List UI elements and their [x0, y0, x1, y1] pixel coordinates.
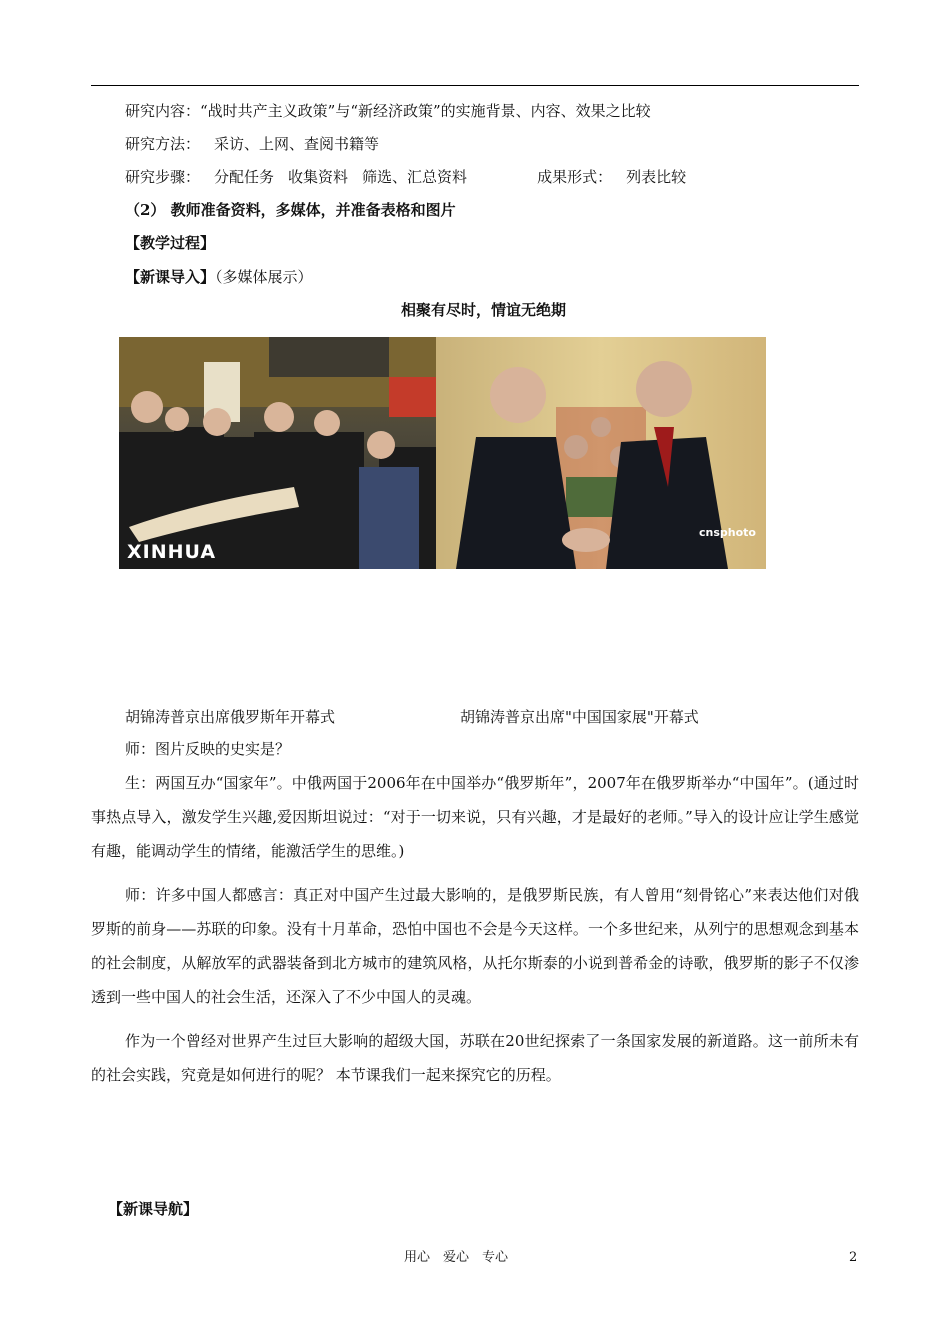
- research-step: 分配任务: [214, 168, 275, 186]
- result-form-value: 列表比较: [626, 168, 687, 186]
- figure-title: 相聚有尽时，情谊无绝期: [401, 301, 567, 319]
- research-method-value: 采访、上网、查阅书籍等: [214, 135, 380, 153]
- footer-motto: 用心 爱心 专心: [404, 1250, 509, 1265]
- photo1-watermark: XINHUA: [127, 541, 217, 563]
- paragraph-question: 师：图片反映的史实是？: [125, 740, 291, 758]
- paragraph-transition: 作为一个曾经对世界产生过巨大影响的超级大国，苏联在20世纪探索了一条国家发展的新道路。这一前所未有的社会实践，究竟是如何进行的呢？ 本节课我们一起来探究它的历程。: [91, 1032, 859, 1084]
- intro-line: [125, 267, 313, 287]
- research-method: [125, 134, 379, 154]
- intro-note: （多媒体展示）: [215, 268, 313, 286]
- teaching-process-heading: 【教学过程】: [125, 234, 216, 252]
- paragraph-teacher: 师：许多中国人都感言：真正对中国产生过最大影响的，是俄罗斯民族，有人曾用“刻骨铭心”来表达他们对俄罗斯的前身——苏联的印象。没有十月革命，恐怕中国也不会是今天这样。一个多世纪来，从列宁的思想观念到基本的社会制度，从解放军的武器装备到北方城市的建筑风格，从托尔斯泰的小说到普希金的诗歌，俄罗斯的影子不仅渗透到一些中国人的社会生活，还深入了不少中国人的灵魂。: [91, 886, 859, 1006]
- research-step: 收集资料: [288, 168, 349, 186]
- photo2-watermark: cnsphoto: [699, 526, 756, 539]
- page-number: 2: [849, 1250, 858, 1265]
- teacher-prep: （2） 教师准备资料，多媒体，并准备表格和图片: [125, 201, 456, 219]
- nav-heading: 【新课导航】: [108, 1200, 199, 1218]
- photo-china-expo-opening: [436, 337, 766, 569]
- caption-left: 胡锦涛普京出席俄罗斯年开幕式: [125, 708, 336, 726]
- research-method-label: 研究方法：: [125, 135, 201, 153]
- research-steps-label: 研究步骤：: [125, 168, 201, 186]
- result-form-label: 成果形式：: [537, 168, 613, 186]
- research-content: 研究内容：“战时共产主义政策”与“新经济政策”的实施背景、内容、效果之比较: [125, 102, 651, 120]
- paragraph-answer: 生：两国互办“国家年”。中俄两国于2006年在中国举办“俄罗斯年”，2007年在俄罗斯举办“中国年”。(通过时事热点导入，激发学生兴趣,爱因斯坦说过：“对于一切来说，只有兴趣，才是最好的老师。”导入的设计应让学生感觉有趣，能调动学生的情绪，能激活学生的思维。): [91, 774, 859, 860]
- caption-right: 胡锦涛普京出席"中国国家展"开幕式: [460, 708, 699, 726]
- photo1-illustration: [119, 337, 436, 569]
- intro-heading: 【新课导入】: [125, 268, 216, 286]
- header-rule: [91, 85, 859, 86]
- photo-russia-year-opening: [119, 337, 436, 569]
- research-steps: [125, 167, 686, 187]
- research-step: 筛选、汇总资料: [362, 168, 468, 186]
